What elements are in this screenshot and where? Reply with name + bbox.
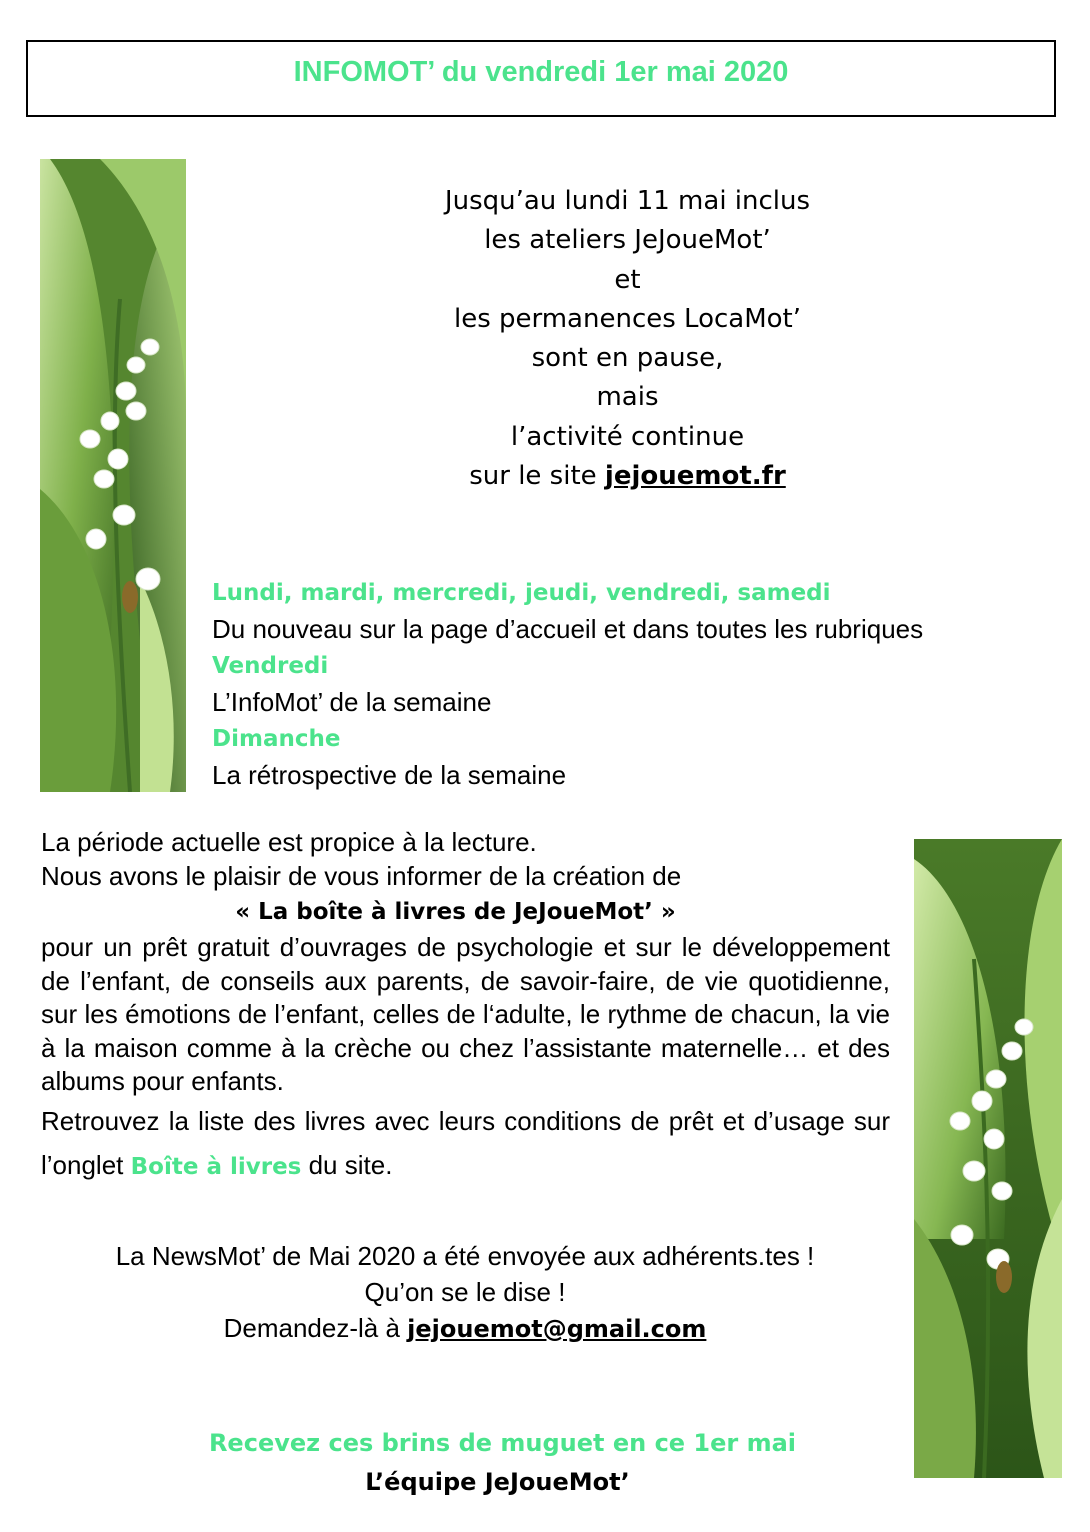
- intro-message: [400, 182, 855, 496]
- contact-prefix: Demandez-là à: [223, 1313, 408, 1343]
- schedule-desc: La rétrospective de la semaine: [212, 760, 567, 790]
- book-list-text: Retrouvez la liste des livres avec leurs conditions de prêt et d’usage sur l’onglet: [41, 1105, 890, 1180]
- site-link[interactable]: jejouemot.fr: [604, 461, 786, 492]
- intro-line: les ateliers JeJoueMot’: [484, 225, 771, 256]
- title-box: [26, 40, 1056, 117]
- intro-line: mais: [596, 382, 659, 413]
- weekly-schedule: [212, 575, 1052, 794]
- newsletter-contact: [40, 1310, 890, 1347]
- schedule-day: Vendredi: [212, 653, 329, 679]
- intro-line: sont en pause,: [531, 343, 724, 374]
- schedule-day: Lundi, mardi, mercredi, jeudi, vendredi, samedi: [212, 580, 831, 606]
- lily-of-the-valley-photo-left: [40, 159, 186, 792]
- book-box-title: « La boîte à livres de JeJoueMot’ »: [235, 899, 676, 925]
- email-link[interactable]: jejouemot@gmail.com: [407, 1315, 707, 1343]
- intro-line: et: [614, 264, 641, 295]
- team-signature: L’équipe JeJoueMot’: [365, 1468, 630, 1496]
- book-list-info: [41, 1099, 890, 1189]
- page-title: INFOMOT’ du vendredi 1er mai 2020: [293, 56, 789, 88]
- book-list-end: du site.: [301, 1149, 393, 1180]
- schedule-desc: Du nouveau sur la page d’accueil et dans toutes les rubriques: [212, 614, 924, 644]
- book-intro-line: Nous avons le plaisir de vous informer de la création de: [41, 860, 682, 891]
- newsletter-notice: [40, 1238, 890, 1347]
- schedule-day: Dimanche: [212, 726, 341, 752]
- book-box-tab-link[interactable]: Boîte à livres: [130, 1153, 302, 1180]
- footer: [40, 1424, 965, 1502]
- lily-of-the-valley-photo-right: [914, 839, 1062, 1478]
- intro-line: Jusqu’au lundi 11 mai inclus: [444, 186, 811, 216]
- book-intro-line: La période actuelle est propice à la lecture.: [41, 827, 537, 857]
- schedule-desc: L’InfoMot’ de la semaine: [212, 687, 492, 717]
- intro-site-line: [400, 457, 855, 496]
- may-day-wish: Recevez ces brins de muguet en ce 1er mai: [208, 1429, 797, 1457]
- intro-line: l’activité continue: [510, 421, 745, 452]
- site-prefix: sur le site: [469, 461, 605, 492]
- book-box-announcement: [41, 826, 890, 1189]
- newsletter-line: Qu’on se le dise !: [364, 1277, 566, 1307]
- newsletter-line: La NewsMot’ de Mai 2020 a été envoyée aux adhérents.tes !: [115, 1241, 815, 1271]
- intro-line: les permanences LocaMot’: [453, 303, 802, 334]
- book-box-description: pour un prêt gratuit d’ouvrages de psychologie et sur le développement de l’enfant, de conseils aux parents, de savoir-faire, de vie quotidienne, sur les émotions de l’enfant, celles de l‘adulte, le rythme de chacun, la vie à la maison comme à la crèche ou chez l’assistante maternelle… et des albums pour enfants.: [41, 932, 890, 1096]
